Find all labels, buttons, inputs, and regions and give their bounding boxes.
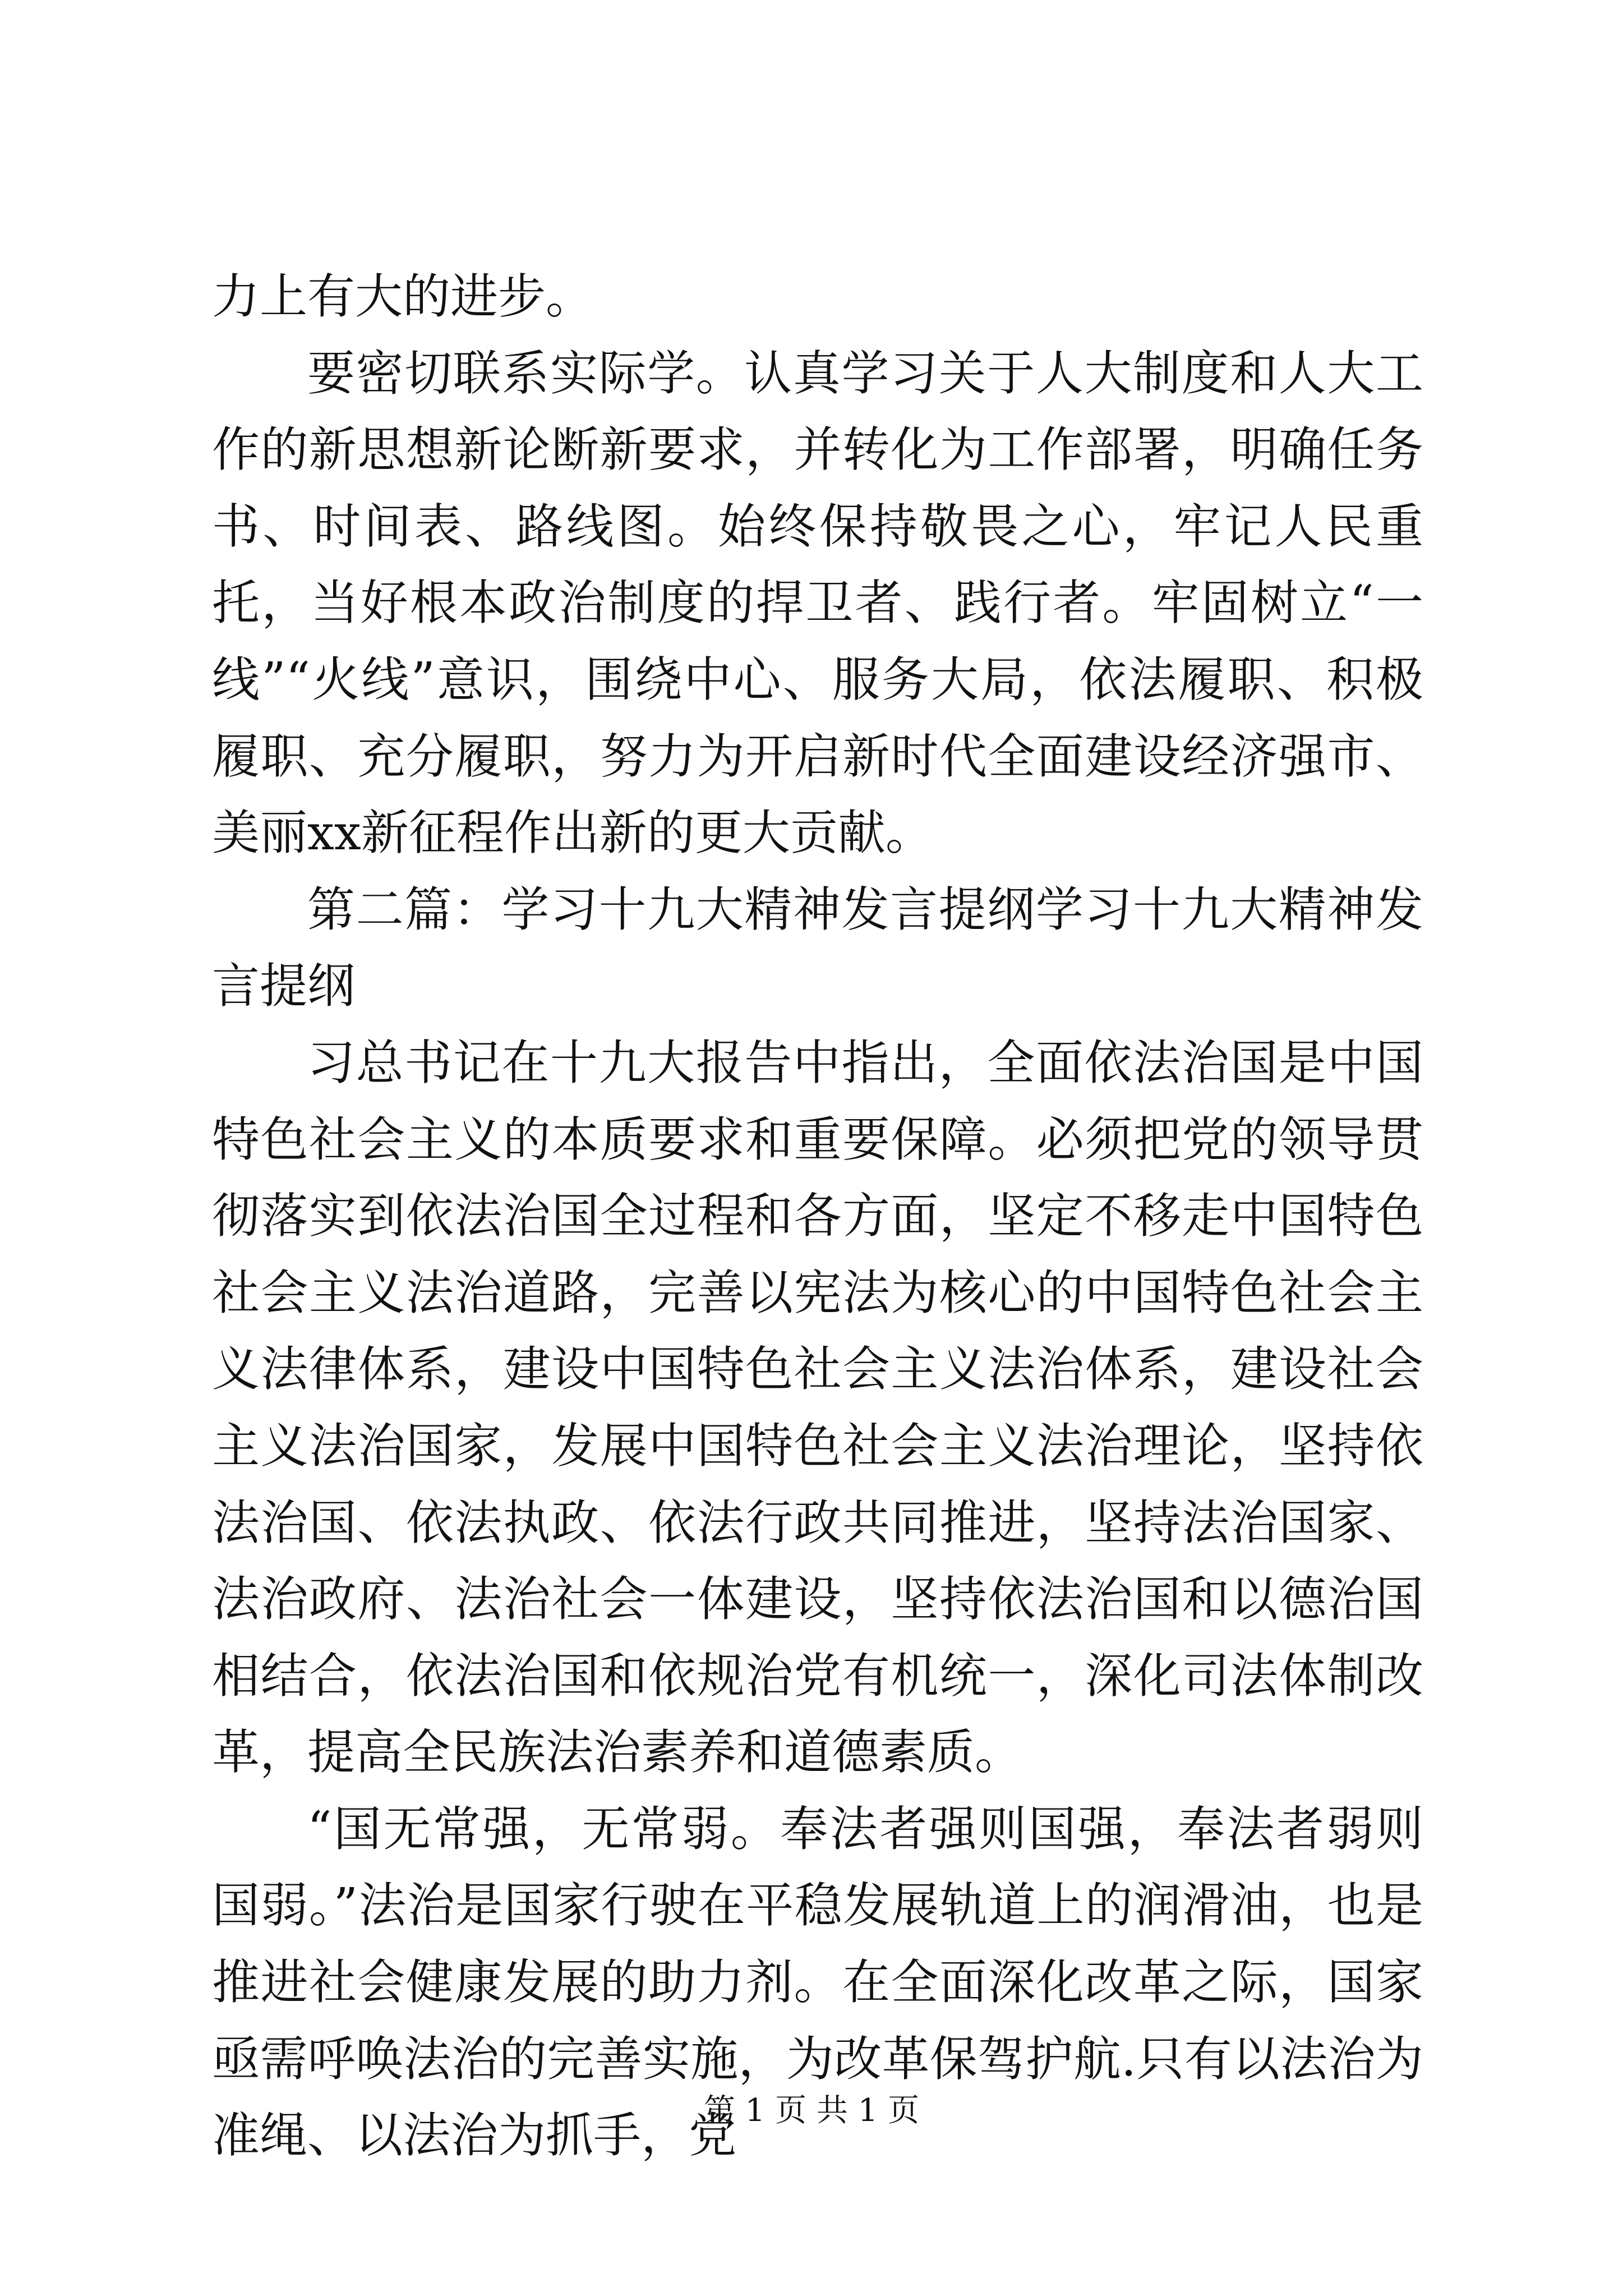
paragraph: “国无常强，无常弱。奉法者强则国强，奉法者弱则国弱。”法治是国家行驶在平稳发展轨道上的润滑油，也是推进社会健康发展的助力剂。在全面深化改革之际，国家亟需呼唤法治的完善实施，为改革保驾护航.只有以法治为准绳、以法治为抓手，党	[212, 1801, 1423, 2164]
section-heading: 第二篇：学习十九大精神发言提纲学习十九大精神发言提纲	[212, 882, 1423, 1015]
paragraph: 习总书记在十九大报告中指出，全面依法治国是中国特色社会主义的本质要求和重要保障。必须把党的领导贯彻落实到依法治国全过程和各方面，坚定不移走中国特色社会主义法治道路，完善以宪法为核心的中国特色社会主义法律体系，建设中国特色社会主义法治体系，建设社会主义法治国家，发展中国特色社会主义法治理论，坚持依法治国、依法执政、依法行政共同推进，坚持法治国家、法治政府、法治社会一体建设，坚持依法治国和以德治国相结合，依法治国和依规治党有机统一，深化司法体制改革，提高全民族法治素养和道德素质。	[212, 1035, 1423, 1781]
paragraph: 要密切联系实际学。认真学习关于人大制度和人大工作的新思想新论断新要求，并转化为工作部署，明确任务书、时间表、路线图。始终保持敬畏之心，牢记人民重托，当好根本政治制度的捍卫者、践行者。牢固树立“一线”“火线”意识，围绕中心、服务大局，依法履职、积极履职、充分履职，努力为开启新时代全面建设经济强市、美丽xx新征程作出新的更大贡献。	[212, 346, 1423, 862]
page-number-footer: 第 1 页 共 1 页	[703, 2092, 920, 2129]
document-body	[212, 259, 1423, 2175]
paragraph: 力上有大的进步。	[212, 269, 594, 325]
